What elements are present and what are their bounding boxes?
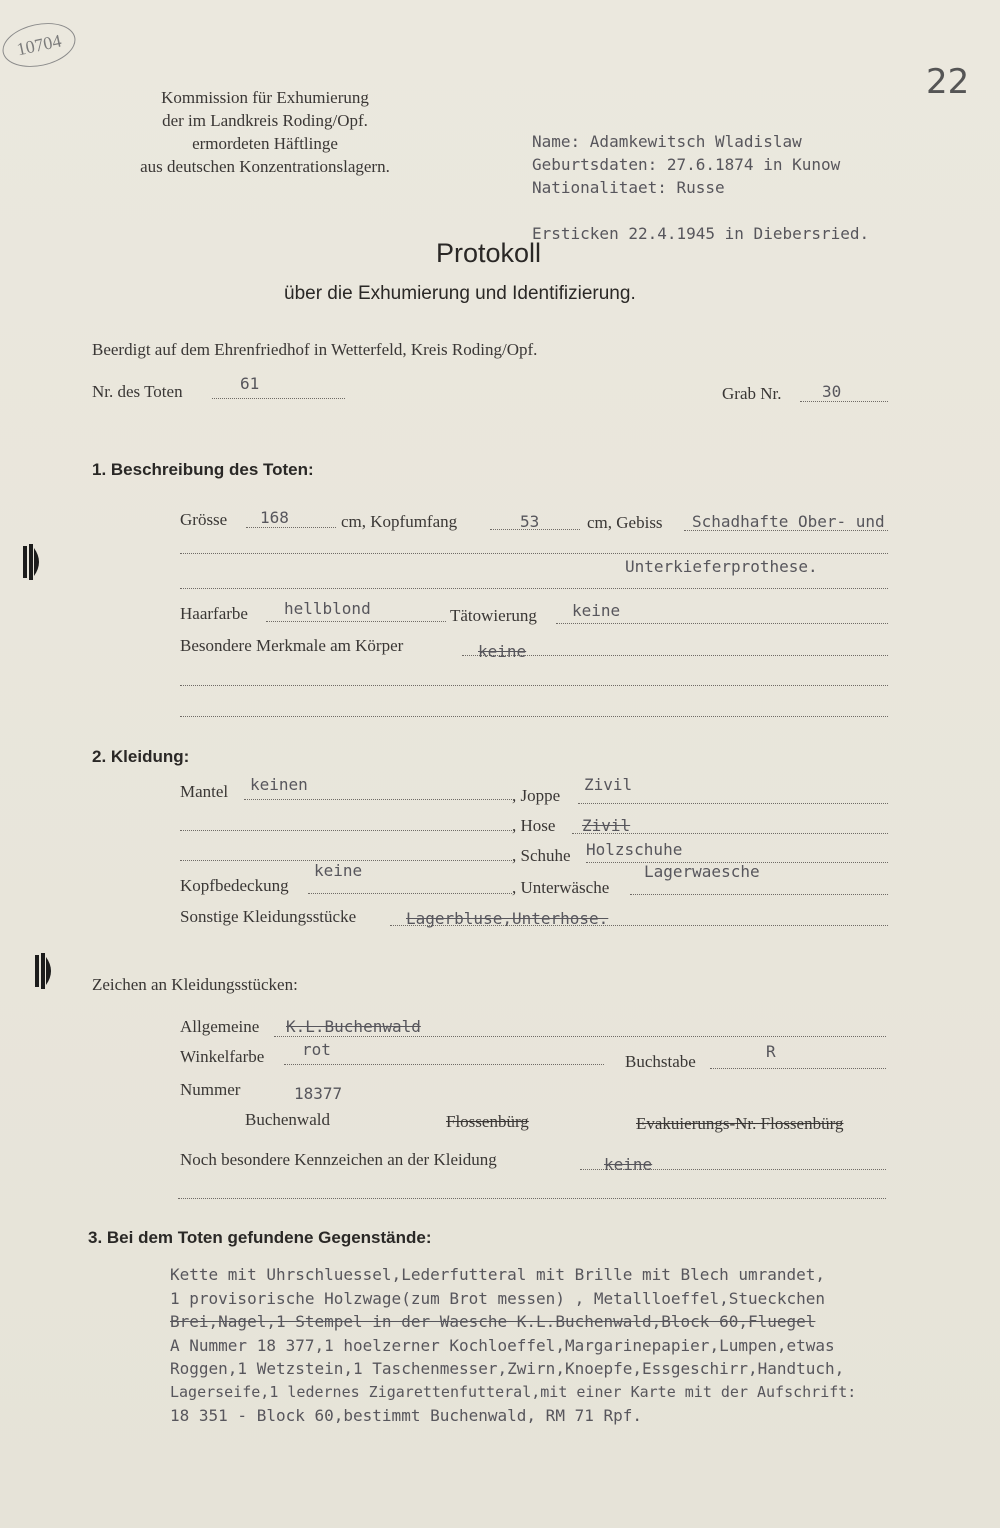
coat-value: keinen xyxy=(250,775,308,794)
found-item-line: Lagerseife,1 ledernes Zigarettenfutteral,mit einer Karte mit der Aufschrift: xyxy=(170,1382,857,1401)
other-marks-value: keine xyxy=(604,1155,653,1174)
commission-line: ermordeten Häftlinge xyxy=(192,134,338,153)
shoes-label: , Schuhe xyxy=(512,846,571,865)
trousers-value: Zivil xyxy=(582,816,631,835)
found-item-line: Roggen,1 Wetzstein,1 Taschenmesser,Zwirn,Knoepfe,Essgeschirr,Handtuch, xyxy=(170,1359,845,1378)
general-value: K.L.Buchenwald xyxy=(286,1017,421,1036)
underwear-value: Lagerwaesche xyxy=(644,862,760,881)
size-label: Grösse xyxy=(180,510,228,529)
page-number: 22 xyxy=(926,62,970,102)
teeth-value: Schadhafte Ober- und xyxy=(692,512,885,531)
typed-name: Name: Adamkewitsch Wladislaw xyxy=(532,132,802,151)
archive-stamp: 10704 xyxy=(0,17,80,73)
headwear-value: keine xyxy=(314,861,363,880)
marks-label: Besondere Merkmale am Körper xyxy=(180,636,404,655)
found-item-line: Kette mit Uhrschluessel,Lederfutteral mit Brille mit Blech umrandet, xyxy=(170,1265,826,1284)
angle-value: rot xyxy=(302,1040,331,1059)
tattoo-value: keine xyxy=(572,601,621,620)
section1-title: 1. Beschreibung des Toten: xyxy=(92,460,314,479)
hair-label: Haarfarbe xyxy=(180,604,248,623)
commission-line: aus deutschen Konzentrationslagern. xyxy=(140,157,390,176)
jacket-value: Zivil xyxy=(584,775,633,794)
dead-no-label: Nr. des Toten xyxy=(92,382,183,401)
section2-title: 2. Kleidung: xyxy=(92,747,190,766)
found-item-line: 18 351 - Block 60,bestimmt Buchenwald, RM 71 Rpf. xyxy=(170,1406,643,1425)
section3-title: 3. Bei dem Toten gefundene Gegenstände: xyxy=(88,1228,432,1247)
head-value: 53 xyxy=(520,512,540,531)
headwear-label: Kopfbedeckung xyxy=(180,876,289,895)
trousers-label: , Hose xyxy=(512,816,556,835)
punch-hole-mark xyxy=(20,544,42,580)
found-item-line: Brei,Nagel,1 Stempel in der Waesche K.L.Buchenwald,Block 60,Fluegel xyxy=(170,1312,816,1331)
grave-value: 30 xyxy=(822,382,842,401)
punch-hole-mark xyxy=(32,953,54,989)
number-label: Nummer xyxy=(180,1080,241,1099)
commission-line: Kommission für Exhumierung xyxy=(161,88,369,107)
page-subtitle: über die Exhumierung und Identifizierung. xyxy=(284,283,636,304)
typed-nationality: Nationalitaet: Russe xyxy=(532,178,725,197)
typed-birth: Geburtsdaten: 27.6.1874 in Kunow xyxy=(532,155,841,174)
coat-label: Mantel xyxy=(180,782,229,801)
letter-value: R xyxy=(766,1042,776,1061)
col-buchenwald: Buchenwald xyxy=(245,1110,330,1129)
found-item-line: 1 provisorische Holzwage(zum Brot messen) , Metallloeffel,Stueckchen xyxy=(170,1288,826,1308)
found-items-list xyxy=(170,1263,970,1428)
col-flossenbuerg: Flossenbürg xyxy=(446,1112,529,1131)
underwear-label: , Unterwäsche xyxy=(512,878,610,897)
size-value: 168 xyxy=(260,508,289,527)
other-clothes-label: Sonstige Kleidungsstücke xyxy=(180,907,357,926)
teeth-value-2: Unterkieferprothese. xyxy=(625,557,818,576)
teeth-label: cm, Gebiss xyxy=(587,513,663,532)
grave-label: Grab Nr. xyxy=(722,384,782,403)
angle-label: Winkelfarbe xyxy=(180,1047,265,1066)
other-marks-label: Noch besondere Kennzeichen an der Kleidung xyxy=(180,1150,497,1169)
marks-title: Zeichen an Kleidungsstücken: xyxy=(92,975,298,994)
marks-value: keine xyxy=(478,642,527,661)
head-label: cm, Kopfumfang xyxy=(341,512,458,531)
other-clothes-value: Lagerbluse,Unterhose. xyxy=(406,909,609,928)
number-value: 18377 xyxy=(294,1084,343,1103)
burial-line: Beerdigt auf dem Ehrenfriedhof in Wetterfeld, Kreis Roding/Opf. xyxy=(92,340,538,359)
found-item-line: A Nummer 18 377,1 hoelzerner Kochloeffel,Margarinepapier,Lumpen,etwas xyxy=(170,1335,835,1355)
commission-header xyxy=(100,86,430,178)
jacket-label: , Joppe xyxy=(512,786,561,805)
letter-label: Buchstabe xyxy=(625,1052,696,1071)
typed-death: Ersticken 22.4.1945 in Diebersried. xyxy=(532,224,870,243)
general-label: Allgemeine xyxy=(180,1017,260,1036)
col-evakuierung: Evakuierungs-Nr. Flossenbürg xyxy=(636,1114,844,1133)
commission-line: der im Landkreis Roding/Opf. xyxy=(162,111,368,130)
shoes-value: Holzschuhe xyxy=(586,840,683,859)
tattoo-label: Tätowierung xyxy=(450,606,537,625)
hair-value: hellblond xyxy=(284,599,371,618)
dead-no-value: 61 xyxy=(240,374,260,393)
page-title: Protokoll xyxy=(436,238,542,268)
